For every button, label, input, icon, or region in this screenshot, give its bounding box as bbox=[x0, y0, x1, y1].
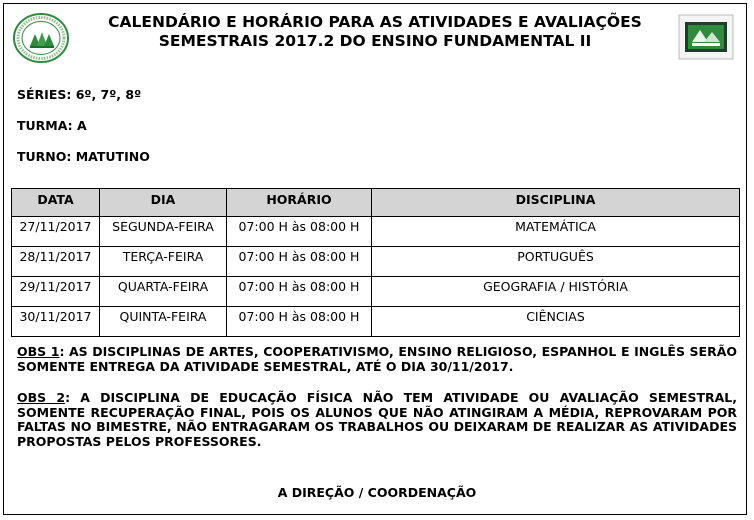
cell-dia: SEGUNDA-FEIRA bbox=[100, 217, 227, 247]
cell-horario: 07:00 H às 08:00 H bbox=[227, 307, 372, 337]
cell-data: 30/11/2017 bbox=[12, 307, 100, 337]
series-label: SÉRIES: 6º, 7º, 8º bbox=[17, 87, 142, 102]
cell-disciplina: MATEMÁTICA bbox=[372, 217, 740, 247]
cell-data: 29/11/2017 bbox=[12, 277, 100, 307]
title-line-2: SEMESTRAIS 2017.2 DO ENSINO FUNDAMENTAL II bbox=[158, 32, 592, 50]
col-header-dia: DIA bbox=[100, 189, 227, 217]
cell-horario: 07:00 H às 08:00 H bbox=[227, 277, 372, 307]
title-line-1: CALENDÁRIO E HORÁRIO PARA AS ATIVIDADES E AVALIAÇÕES bbox=[108, 13, 642, 31]
cell-data: 28/11/2017 bbox=[12, 247, 100, 277]
obs-2-paragraph bbox=[17, 391, 737, 449]
obs-1-text: : AS DISCIPLINAS DE ARTES, COOPERATIVISMO, ENSINO RELIGIOSO, ESPANHOL E INGLÊS SERÃO SOMENTE ENTREGA DA ATIVIDADE SEMESTRAL, ATÉ O DIA 30/11/2017. bbox=[17, 344, 737, 374]
signature: A DIREÇÃO / COORDENAÇÃO bbox=[277, 485, 477, 500]
cooperative-school-seal-icon bbox=[13, 13, 69, 63]
obs-1-paragraph bbox=[17, 345, 737, 374]
obs-2-text: : A DISCIPLINA DE EDUCAÇÃO FÍSICA NÃO TEM ATIVIDADE OU AVALIAÇÃO SEMESTRAL, SOMENTE RECUPERAÇÃO FINAL, POIS OS ALUNOS QUE NÃO ATINGIRAM A MÉDIA, REPROVARAM POR FALTAS NO BIMESTRE, NÃO ENTRAGARAM OS TRABALHOS OU DEIXARAM DE REALIZAR AS ATIVIDADES PROPOSTAS PELOS PROFESSORES. bbox=[17, 390, 737, 449]
table-header-row bbox=[12, 189, 740, 217]
turma-label: TURMA: A bbox=[17, 118, 87, 133]
cell-dia: TERÇA-FEIRA bbox=[100, 247, 227, 277]
cell-disciplina: PORTUGUÊS bbox=[372, 247, 740, 277]
col-header-horario: HORÁRIO bbox=[227, 189, 372, 217]
cell-dia: QUARTA-FEIRA bbox=[100, 277, 227, 307]
col-header-disciplina: DISCIPLINA bbox=[372, 189, 740, 217]
schedule-table bbox=[11, 188, 740, 337]
cell-disciplina: CIÊNCIAS bbox=[372, 307, 740, 337]
school-crest-icon bbox=[678, 14, 734, 60]
cell-disciplina: GEOGRAFIA / HISTÓRIA bbox=[372, 277, 740, 307]
table-row bbox=[12, 277, 740, 307]
turno-label: TURNO: MATUTINO bbox=[17, 149, 150, 164]
col-header-data: DATA bbox=[12, 189, 100, 217]
obs-2-key: OBS 2 bbox=[17, 390, 66, 405]
table-row bbox=[12, 217, 740, 247]
obs-1-key: OBS 1 bbox=[17, 344, 60, 359]
table-row bbox=[12, 307, 740, 337]
cell-horario: 07:00 H às 08:00 H bbox=[227, 247, 372, 277]
cell-data: 27/11/2017 bbox=[12, 217, 100, 247]
table-row bbox=[12, 247, 740, 277]
document-title bbox=[80, 13, 670, 51]
cell-horario: 07:00 H às 08:00 H bbox=[227, 217, 372, 247]
cell-dia: QUINTA-FEIRA bbox=[100, 307, 227, 337]
